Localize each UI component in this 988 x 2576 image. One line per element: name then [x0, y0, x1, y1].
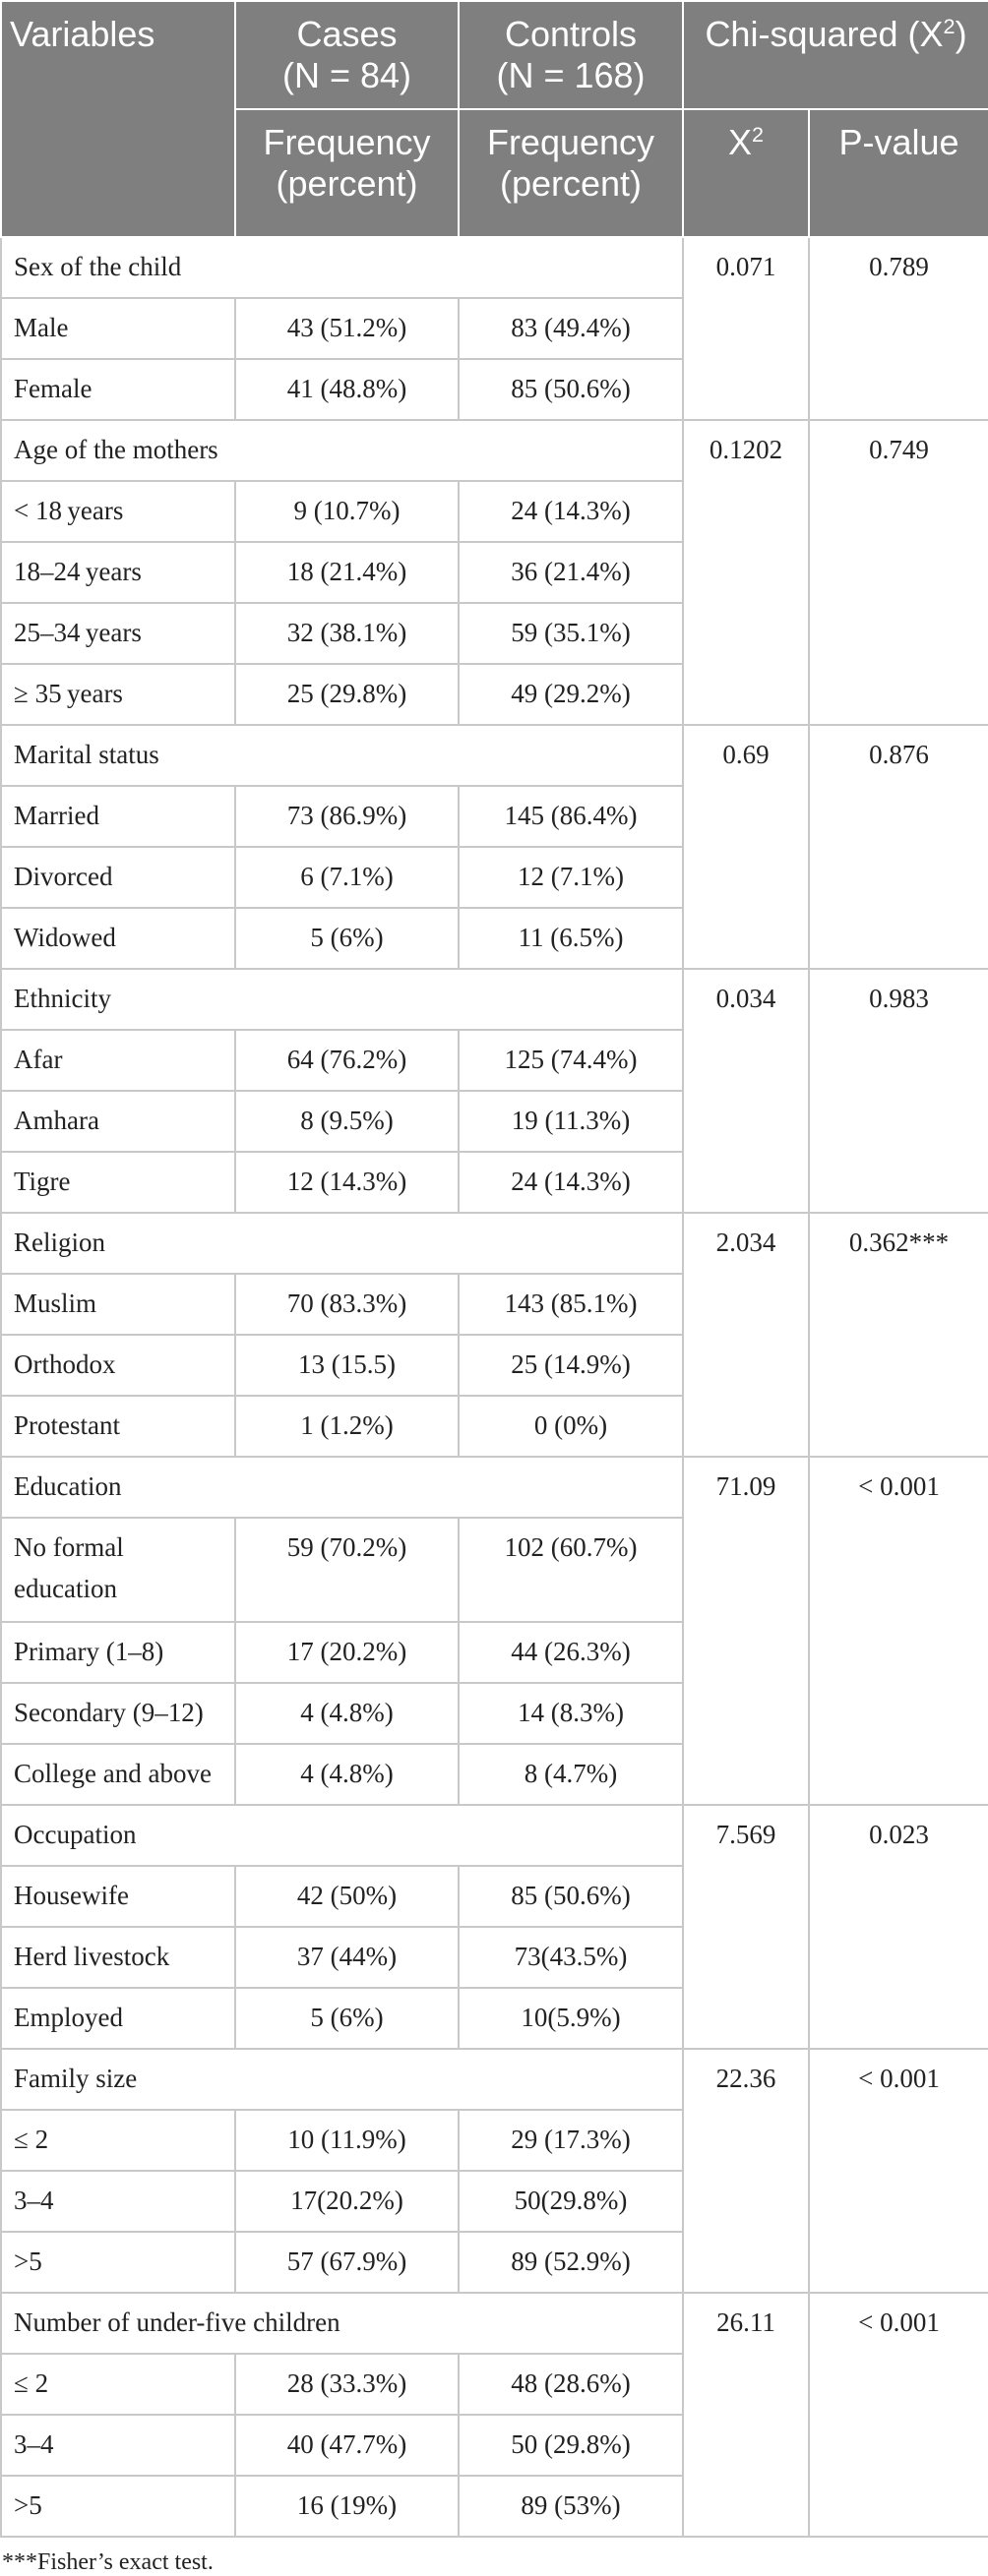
controls-label: Controls — [504, 14, 638, 54]
category-label: College and above — [1, 1744, 235, 1805]
category-label: Married — [1, 786, 235, 847]
x2-value: 71.09 — [683, 1457, 809, 1805]
x2-label: X — [727, 122, 752, 162]
category-label: Primary (1–8) — [1, 1622, 235, 1683]
cases-value: 73 (86.9%) — [235, 786, 459, 847]
cases-value: 41 (48.8%) — [235, 359, 459, 420]
cases-value: 13 (15.5) — [235, 1335, 459, 1396]
category-label: >5 — [1, 2232, 235, 2293]
cases-value: 9 (10.7%) — [235, 481, 459, 542]
cases-value: 59 (70.2%) — [235, 1518, 459, 1622]
cases-value: 16 (19%) — [235, 2476, 459, 2537]
cases-value: 12 (14.3%) — [235, 1152, 459, 1213]
cases-value: 6 (7.1%) — [235, 847, 459, 908]
category-label: Divorced — [1, 847, 235, 908]
table-body — [1, 237, 988, 2537]
x2-sup: 2 — [752, 122, 765, 147]
cases-value: 5 (6%) — [235, 908, 459, 969]
group-header-row — [1, 725, 988, 786]
cases-value: 4 (4.8%) — [235, 1683, 459, 1744]
group-title: Education — [1, 1457, 683, 1518]
cases-value: 32 (38.1%) — [235, 603, 459, 664]
category-label: Widowed — [1, 908, 235, 969]
p-value: < 0.001 — [809, 2293, 988, 2537]
cases-value: 28 (33.3%) — [235, 2354, 459, 2415]
chi-label: Chi-squared (X — [705, 14, 944, 54]
category-label: >5 — [1, 2476, 235, 2537]
x2-value: 0.071 — [683, 237, 809, 420]
cases-n: (N = 84) — [281, 55, 412, 95]
cases-value: 5 (6%) — [235, 1988, 459, 2049]
category-label: ≤ 2 — [1, 2354, 235, 2415]
footnote: ***Fisher’s exact test. — [2, 2549, 214, 2575]
category-label: Male — [1, 298, 235, 359]
controls-value: 24 (14.3%) — [459, 481, 683, 542]
group-header-row — [1, 1457, 988, 1518]
cases-value: 25 (29.8%) — [235, 664, 459, 725]
controls-value: 8 (4.7%) — [459, 1744, 683, 1805]
controls-n: (N = 168) — [496, 55, 646, 95]
controls-value: 14 (8.3%) — [459, 1683, 683, 1744]
cases-value: 40 (47.7%) — [235, 2415, 459, 2476]
category-label: Female — [1, 359, 235, 420]
controls-value: 44 (26.3%) — [459, 1622, 683, 1683]
freq-cases-line2: (percent) — [276, 163, 418, 204]
p-value: 0.749 — [809, 420, 988, 725]
category-label: Employed — [1, 1988, 235, 2049]
p-value: 0.362*** — [809, 1213, 988, 1457]
group-header-row — [1, 420, 988, 481]
group-title: Sex of the child — [1, 237, 683, 298]
header-freq-cases — [235, 109, 459, 237]
controls-value: 29 (17.3%) — [459, 2110, 683, 2171]
controls-value: 83 (49.4%) — [459, 298, 683, 359]
cases-value: 4 (4.8%) — [235, 1744, 459, 1805]
cases-value: 10 (11.9%) — [235, 2110, 459, 2171]
category-label: No formal education — [1, 1518, 235, 1622]
header-chi-squared — [683, 1, 988, 109]
cases-value: 70 (83.3%) — [235, 1274, 459, 1335]
x2-value: 22.36 — [683, 2049, 809, 2293]
cases-label: Cases — [296, 14, 398, 54]
chi-close: ) — [955, 14, 967, 54]
group-title: Number of under-five children — [1, 2293, 683, 2354]
cases-value: 17(20.2%) — [235, 2171, 459, 2232]
category-label: < 18 years — [1, 481, 235, 542]
header-x2 — [683, 109, 809, 237]
controls-value: 0 (0%) — [459, 1396, 683, 1457]
freq-cases-line1: Frequency — [263, 122, 431, 162]
controls-value: 12 (7.1%) — [459, 847, 683, 908]
group-header-row — [1, 1213, 988, 1274]
category-label: 3–4 — [1, 2415, 235, 2476]
chi-sup: 2 — [943, 14, 956, 38]
category-label: Amhara — [1, 1091, 235, 1152]
controls-value: 36 (21.4%) — [459, 542, 683, 603]
group-title: Ethnicity — [1, 969, 683, 1030]
header-controls — [459, 1, 683, 109]
freq-controls-line2: (percent) — [499, 163, 643, 204]
group-title: Religion — [1, 1213, 683, 1274]
controls-value: 125 (74.4%) — [459, 1030, 683, 1091]
controls-value: 50 (29.8%) — [459, 2415, 683, 2476]
table-header — [1, 1, 988, 237]
freq-controls-line1: Frequency — [486, 122, 655, 162]
controls-value: 19 (11.3%) — [459, 1091, 683, 1152]
header-pvalue: P-value — [809, 109, 988, 237]
group-title: Marital status — [1, 725, 683, 786]
controls-value: 89 (52.9%) — [459, 2232, 683, 2293]
cases-value: 1 (1.2%) — [235, 1396, 459, 1457]
category-label: Afar — [1, 1030, 235, 1091]
controls-value: 85 (50.6%) — [459, 359, 683, 420]
category-label: Tigre — [1, 1152, 235, 1213]
p-value: 0.789 — [809, 237, 988, 420]
controls-value: 10(5.9%) — [459, 1988, 683, 2049]
group-title: Family size — [1, 2049, 683, 2110]
controls-value: 89 (53%) — [459, 2476, 683, 2537]
controls-value: 48 (28.6%) — [459, 2354, 683, 2415]
controls-value: 11 (6.5%) — [459, 908, 683, 969]
p-value: < 0.001 — [809, 2049, 988, 2293]
x2-value: 0.034 — [683, 969, 809, 1213]
category-label: Muslim — [1, 1274, 235, 1335]
header-variables: Variables — [1, 1, 235, 237]
controls-value: 85 (50.6%) — [459, 1866, 683, 1927]
cases-value: 8 (9.5%) — [235, 1091, 459, 1152]
category-label: Secondary (9–12) — [1, 1683, 235, 1744]
category-label: 25–34 years — [1, 603, 235, 664]
controls-value: 25 (14.9%) — [459, 1335, 683, 1396]
controls-value: 145 (86.4%) — [459, 786, 683, 847]
controls-value: 24 (14.3%) — [459, 1152, 683, 1213]
controls-value: 143 (85.1%) — [459, 1274, 683, 1335]
group-title: Occupation — [1, 1805, 683, 1866]
controls-value: 102 (60.7%) — [459, 1518, 683, 1622]
category-label: ≤ 2 — [1, 2110, 235, 2171]
cases-value: 57 (67.9%) — [235, 2232, 459, 2293]
cases-value: 18 (21.4%) — [235, 542, 459, 603]
cases-value: 37 (44%) — [235, 1927, 459, 1988]
category-label: 18–24 years — [1, 542, 235, 603]
header-cases — [235, 1, 459, 109]
cases-value: 64 (76.2%) — [235, 1030, 459, 1091]
group-header-row — [1, 2049, 988, 2110]
p-value: 0.876 — [809, 725, 988, 969]
x2-value: 0.69 — [683, 725, 809, 969]
group-title: Age of the mothers — [1, 420, 683, 481]
category-label: 3–4 — [1, 2171, 235, 2232]
cases-value: 42 (50%) — [235, 1866, 459, 1927]
x2-value: 7.569 — [683, 1805, 809, 2049]
p-value: 0.023 — [809, 1805, 988, 2049]
p-value: < 0.001 — [809, 1457, 988, 1805]
p-value: 0.983 — [809, 969, 988, 1213]
category-label: Protestant — [1, 1396, 235, 1457]
group-header-row — [1, 2293, 988, 2354]
controls-value: 73(43.5%) — [459, 1927, 683, 1988]
group-header-row — [1, 969, 988, 1030]
category-label: Orthodox — [1, 1335, 235, 1396]
x2-value: 26.11 — [683, 2293, 809, 2537]
controls-value: 59 (35.1%) — [459, 603, 683, 664]
category-label: Herd livestock — [1, 1927, 235, 1988]
category-label: ≥ 35 years — [1, 664, 235, 725]
cases-value: 43 (51.2%) — [235, 298, 459, 359]
group-header-row — [1, 237, 988, 298]
x2-value: 2.034 — [683, 1213, 809, 1457]
controls-value: 50(29.8%) — [459, 2171, 683, 2232]
category-label: Housewife — [1, 1866, 235, 1927]
group-header-row — [1, 1805, 988, 1866]
x2-value: 0.1202 — [683, 420, 809, 725]
cases-value: 17 (20.2%) — [235, 1622, 459, 1683]
header-freq-controls — [459, 109, 683, 237]
controls-value: 49 (29.2%) — [459, 664, 683, 725]
